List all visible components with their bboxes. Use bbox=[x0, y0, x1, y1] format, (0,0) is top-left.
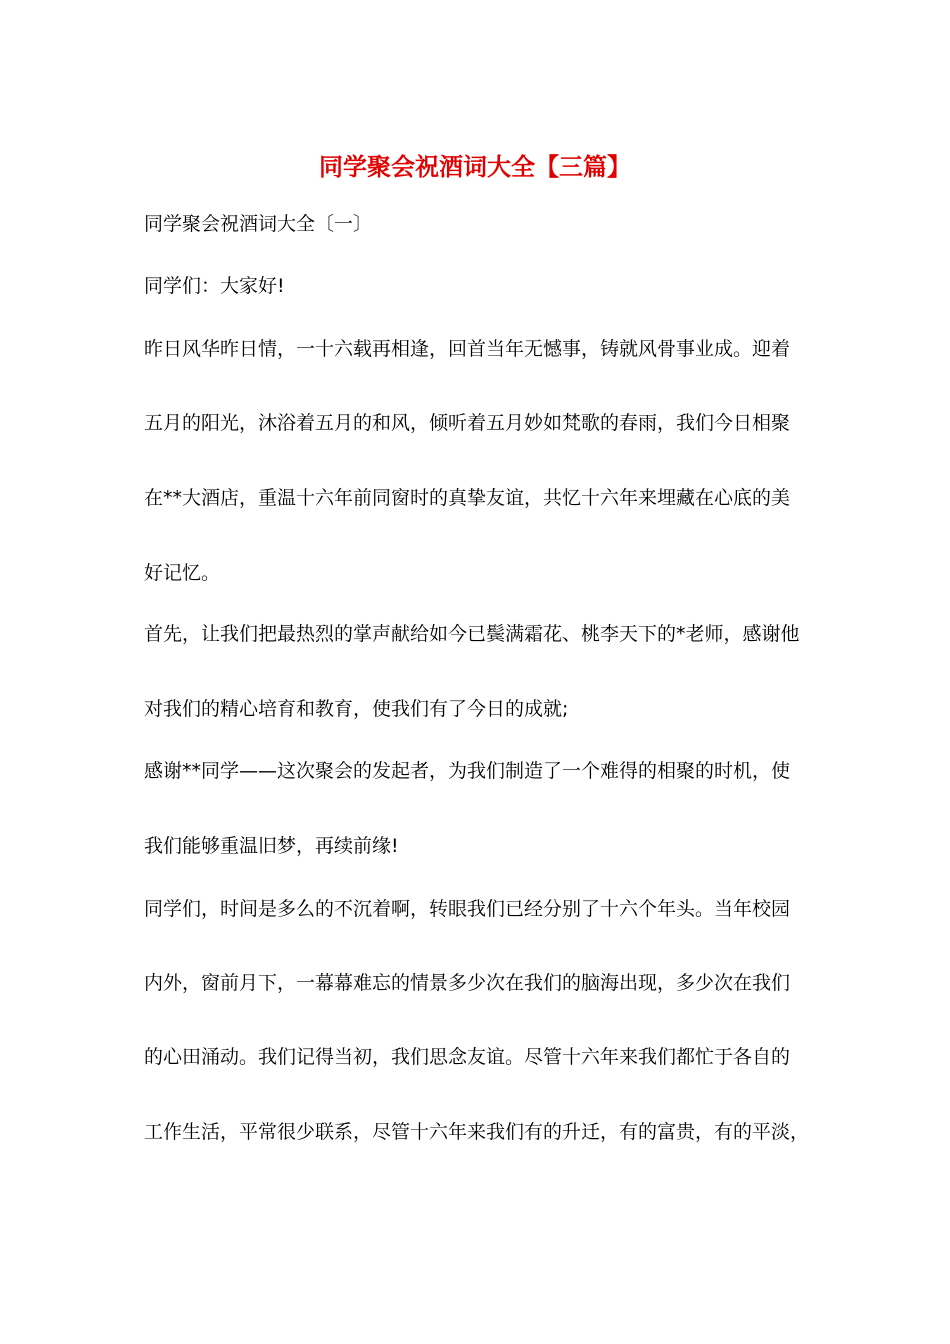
document-title: 同学聚会祝酒词大全【三篇】 bbox=[319, 152, 631, 181]
paragraph-line: 同学们，时间是多么的不沉着啊，转眼我们已经分别了十六个年头。当年校园 bbox=[144, 898, 791, 920]
greeting: 同学们：大家好! bbox=[144, 275, 285, 297]
paragraph-line: 首先，让我们把最热烈的掌声献给如今已鬓满霜花、桃李天下的*老师，感谢他 bbox=[144, 623, 800, 645]
paragraph-line: 五月的阳光，沐浴着五月的和风，倾听着五月妙如梵歌的春雨，我们今日相聚 bbox=[144, 412, 791, 434]
paragraph-line: 的心田涌动。我们记得当初，我们思念友谊。尽管十六年来我们都忙于各自的 bbox=[144, 1046, 791, 1068]
paragraph-line: 内外，窗前月下，一幕幕难忘的情景多少次在我们的脑海出现，多少次在我们 bbox=[144, 972, 791, 994]
paragraph-line: 我们能够重温旧梦，再续前缘! bbox=[144, 835, 399, 857]
paragraph-line: 在**大酒店，重温十六年前同窗时的真挚友谊，共忆十六年来埋藏在心底的美 bbox=[144, 487, 791, 509]
paragraph-line: 工作生活，平常很少联系，尽管十六年来我们有的升迁，有的富贵，有的平淡， bbox=[144, 1121, 810, 1143]
paragraph-line: 对我们的精心培育和教育，使我们有了今日的成就; bbox=[144, 698, 569, 720]
paragraph-line: 好记忆。 bbox=[144, 562, 221, 584]
section-heading: 同学聚会祝酒词大全〔一〕 bbox=[144, 213, 373, 235]
paragraph-line: 感谢**同学——这次聚会的发起者，为我们制造了一个难得的相聚的时机，使 bbox=[144, 760, 791, 782]
paragraph-line: 昨日风华昨日情，一十六载再相逢，回首当年无憾事，铸就风骨事业成。迎着 bbox=[144, 338, 791, 360]
